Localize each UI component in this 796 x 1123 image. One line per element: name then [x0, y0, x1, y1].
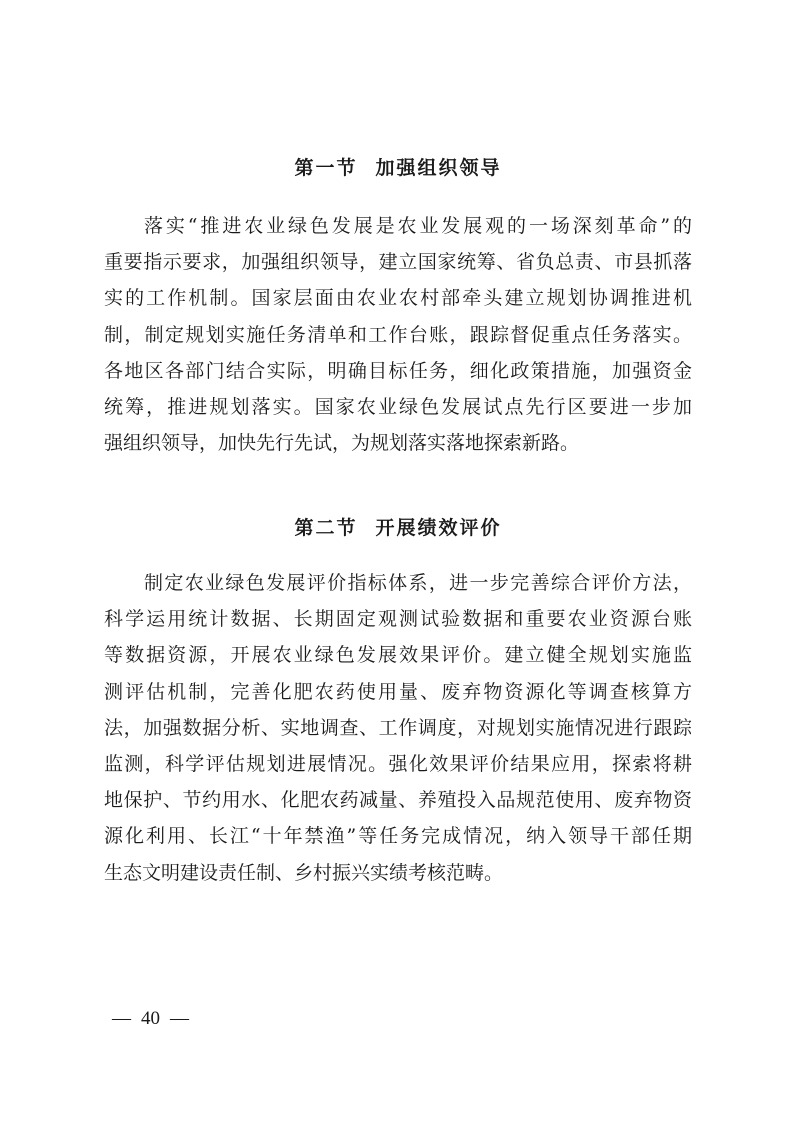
paragraph-line: 重要指示要求，加强组织领导，建立国家统筹、省负总责、市县抓落: [104, 251, 692, 274]
paragraph-line: 测评估机制，完善化肥农药使用量、废弃物资源化等调查核算方: [104, 680, 692, 703]
section-2-heading: [104, 513, 692, 540]
paragraph-line: 落实“推进农业绿色发展是农业发展观的一场深刻革命”的: [144, 215, 692, 237]
paragraph-line: 源化利用、长江“十年禁渔”等任务完成情况，纳入领导干部任期: [104, 825, 692, 848]
paragraph-line: 实的工作机制。国家层面由农业农村部牵头建立规划协调推进机: [104, 287, 692, 310]
section-2-title: 开展绩效评价: [375, 517, 502, 539]
paragraph-line: 法，加强数据分析、实地调查、工作调度，对规划实施情况进行跟踪: [104, 716, 692, 739]
paragraph-line: 监测，科学评估规划进展情况。强化效果评价结果应用，探索将耕: [104, 752, 692, 775]
paragraph-line: 地保护、节约用水、化肥农药减量、养殖投入品规范使用、废弃物资: [104, 789, 692, 812]
section-1-title: 加强组织领导: [375, 157, 502, 179]
section-1-heading: [104, 153, 692, 180]
paragraph-line: 生态文明建设责任制、乡村振兴实绩考核范畴。: [104, 861, 504, 884]
footer-dash-right: —: [170, 1008, 189, 1029]
footer-dash-left: —: [112, 1008, 131, 1029]
page-number: 40: [141, 1008, 160, 1029]
section-2-paragraph: [104, 565, 692, 891]
paragraph-line: 制定农业绿色发展评价指标体系，进一步完善综合评价方法，: [144, 572, 692, 594]
paragraph-line: 等数据资源，开展农业绿色发展效果评价。建立健全规划实施监: [104, 644, 692, 667]
page-footer: [112, 1008, 189, 1030]
paragraph-line: 强组织领导，加快先行先试，为规划落实落地探索新路。: [104, 432, 580, 455]
section-1-number: 第一节: [294, 157, 358, 179]
paragraph-line: 制，制定规划实施任务清单和工作台账，跟踪督促重点任务落实。: [104, 323, 692, 346]
paragraph-line: 统筹，推进规划落实。国家农业绿色发展试点先行区要进一步加: [104, 395, 692, 418]
section-1-paragraph: [104, 208, 692, 461]
paragraph-line: 各地区各部门结合实际，明确目标任务，细化政策措施，加强资金: [104, 359, 692, 382]
paragraph-line: 科学运用统计数据、长期固定观测试验数据和重要农业资源台账: [104, 608, 692, 631]
section-2-number: 第二节: [294, 517, 358, 539]
